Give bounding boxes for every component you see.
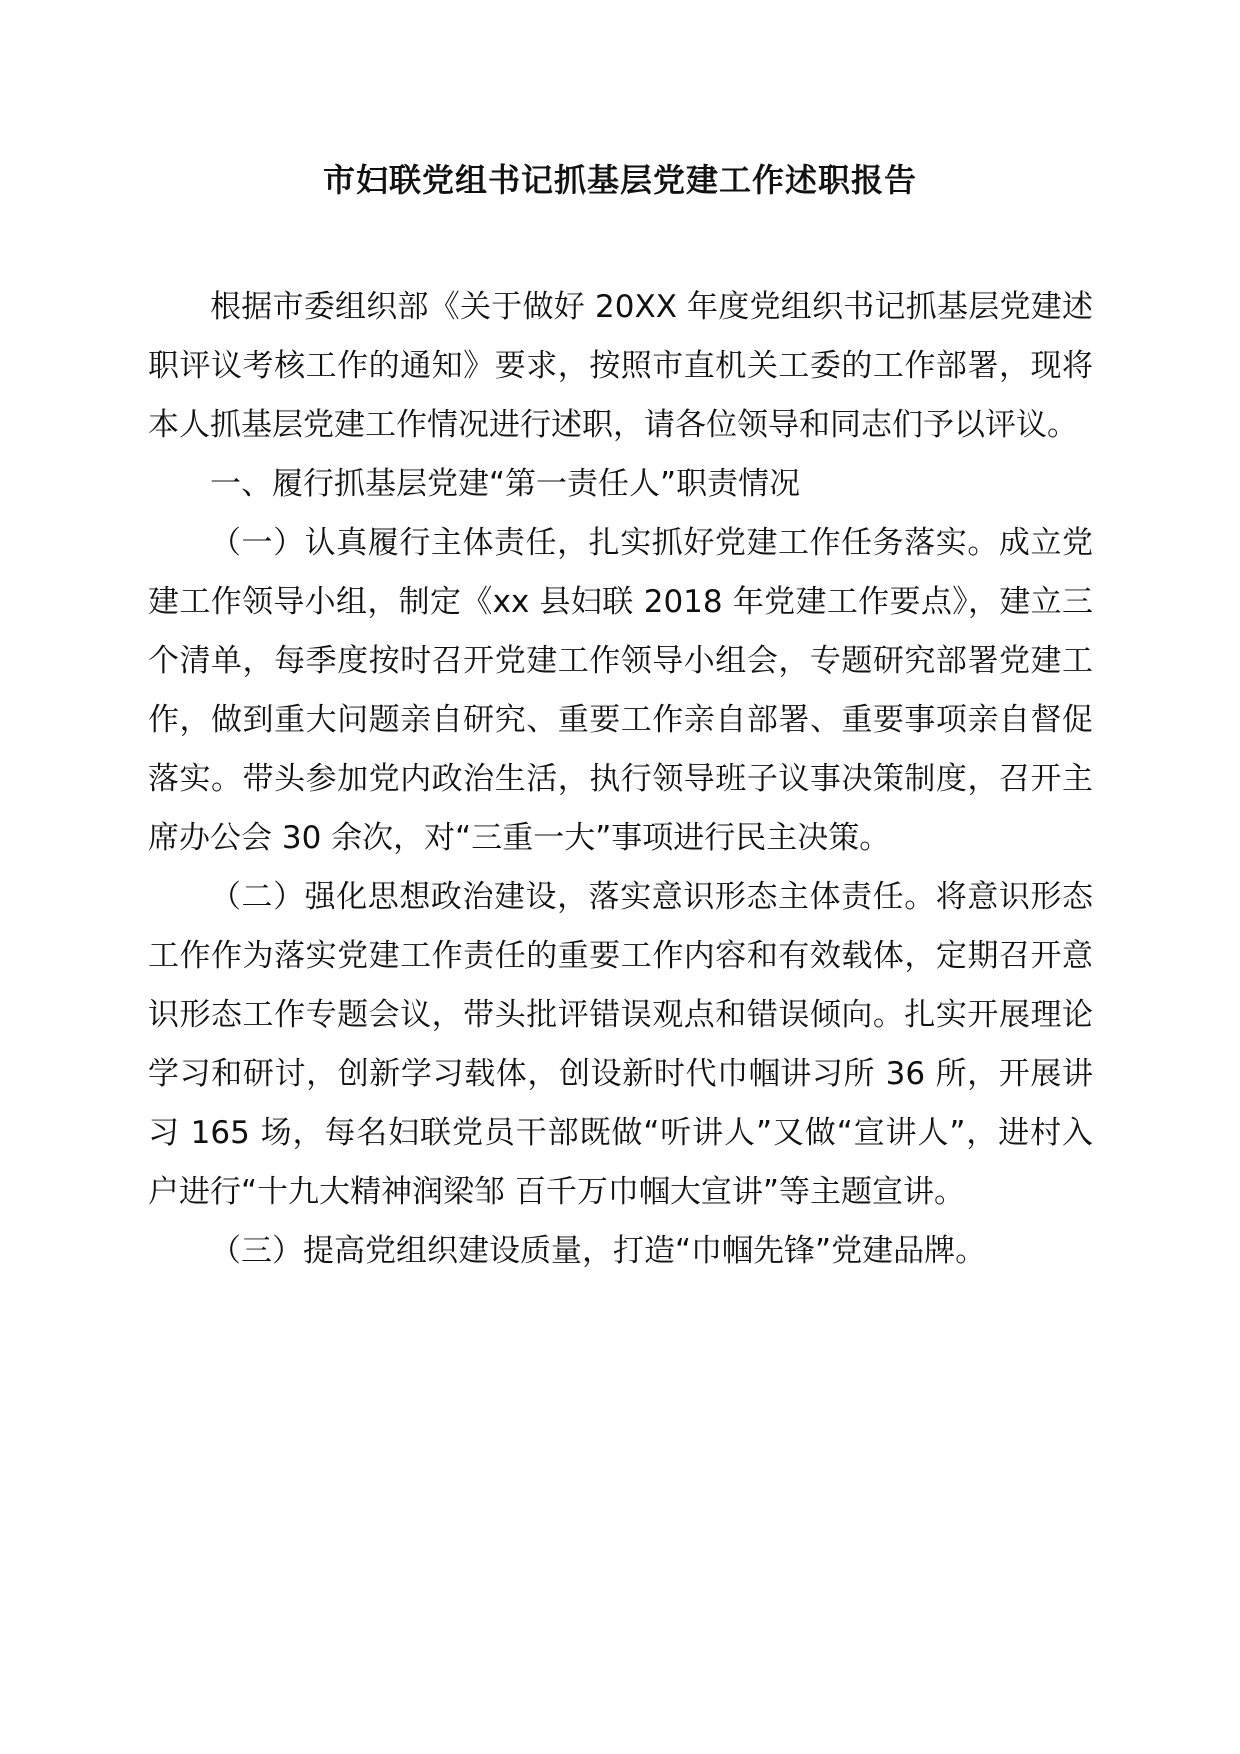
- section-heading-1: 一、履行抓基层党建“第一责任人”职责情况: [210, 466, 801, 502]
- document-body: [148, 278, 1093, 1281]
- subsection-paragraph-3: （三）提高党组织建设质量，打造“巾帼先锋”党建品牌。: [210, 1233, 987, 1269]
- intro-paragraph: 根据市委组织部《关于做好 20XX 年度党组织书记抓基层党建述职评议考核工作的通知》要求，按照市直机关工委的工作部署，现将本人抓基层党建工作情况进行述职，请各位领导和同志们予以评议。: [148, 289, 1093, 443]
- subsection-paragraph-1: （一）认真履行主体责任，扎实抓好党建工作任务落实。成立党建工作领导小组，制定《xx 县妇联 2018 年党建工作要点》，建立三个清单，每季度按时召开党建工作领导小组会，专题研究部署党建工作，做到重大问题亲自研究、重要工作亲自部署、重要事项亲自督促落实。带头参加党内政治生活，执行领导班子议事决策制度，召开主席办公会 30 余次，对“三重一大”事项进行民主决策。: [148, 525, 1093, 856]
- subsection-paragraph-2: （二）强化思想政治建设，落实意识形态主体责任。将意识形态工作作为落实党建工作责任的重要工作内容和有效载体，定期召开意识形态工作专题会议，带头批评错误观点和错误倾向。扎实开展理论学习和研讨，创新学习载体，创设新时代巾帼讲习所 36 所，开展讲习 165 场，每名妇联党员干部既做“听讲人”又做“宣讲人”，进村入户进行“十九大精神润梁邹 百千万巾帼大宣讲”等主题宣讲。: [148, 879, 1093, 1210]
- document-title: 市妇联党组书记抓基层党建工作述职报告: [322, 161, 917, 199]
